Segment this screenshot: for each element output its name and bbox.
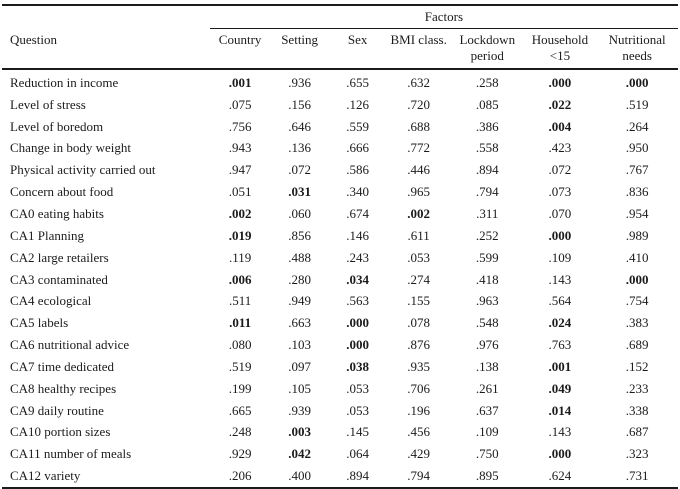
question-cell: CA10 portion sizes xyxy=(10,424,111,440)
question-cell: CA8 healthy recipes xyxy=(10,380,117,396)
p-value-cell: .943 xyxy=(228,140,252,156)
p-value-cell: .400 xyxy=(288,468,311,484)
p-value-cell: .663 xyxy=(288,315,311,331)
p-value-cell: .019 xyxy=(228,227,252,243)
table-row xyxy=(2,356,678,378)
p-value-cell: .109 xyxy=(475,424,499,440)
column-header-label: Household xyxy=(531,32,589,47)
column-header-label-line2: needs xyxy=(622,48,652,63)
p-value-cell: .072 xyxy=(288,162,311,178)
p-value-cell: .756 xyxy=(228,118,252,134)
p-value-cell: .794 xyxy=(475,184,499,200)
column-header-label-line2: period xyxy=(470,48,504,63)
p-value-cell: .763 xyxy=(548,337,572,353)
p-value-cell: .031 xyxy=(288,184,311,200)
p-value-cell: .949 xyxy=(288,293,311,309)
p-value-cell: .004 xyxy=(548,118,572,134)
p-value-cell: .248 xyxy=(228,424,252,440)
corner-empty-cell xyxy=(2,5,210,29)
p-value-cell: .688 xyxy=(407,118,431,134)
p-value-cell: .706 xyxy=(407,380,431,396)
p-value-cell: .000 xyxy=(548,227,572,243)
p-value-cell: .022 xyxy=(548,96,572,112)
column-header-sex xyxy=(329,29,387,70)
p-value-cell: .206 xyxy=(228,468,252,484)
p-value-cell: .665 xyxy=(228,402,252,418)
p-value-cell: .599 xyxy=(475,249,499,265)
p-value-cell: .836 xyxy=(625,184,649,200)
table-row xyxy=(2,400,678,422)
question-cell: CA9 daily routine xyxy=(10,402,104,418)
question-cell: Physical activity carried out xyxy=(10,162,156,178)
p-value-cell: .053 xyxy=(346,402,370,418)
column-header-label-line2: <15 xyxy=(549,48,571,63)
p-value-cell: .947 xyxy=(228,162,252,178)
p-value-cell: .950 xyxy=(625,140,649,156)
p-value-cell: .064 xyxy=(346,446,370,462)
p-value-cell: .894 xyxy=(346,468,370,484)
p-value-cell: .243 xyxy=(346,249,370,265)
p-value-cell: .000 xyxy=(346,315,370,331)
p-value-cell: .340 xyxy=(346,184,370,200)
p-value-cell: .519 xyxy=(228,358,252,374)
p-value-cell: .014 xyxy=(548,402,572,418)
p-value-cell: .145 xyxy=(346,424,370,440)
table-row xyxy=(2,69,678,94)
p-value-cell: .146 xyxy=(346,227,370,243)
p-value-cell: .876 xyxy=(407,337,431,353)
p-value-cell: .655 xyxy=(346,74,370,90)
p-value-cell: .976 xyxy=(475,337,499,353)
question-cell: CA4 ecological xyxy=(10,293,92,309)
column-header-question: Question xyxy=(10,31,57,47)
column-header-label: BMI class. xyxy=(390,32,447,47)
p-value-cell: .152 xyxy=(625,358,649,374)
table-row xyxy=(2,159,678,181)
question-cell: CA6 nutritional advice xyxy=(10,337,130,353)
table-row xyxy=(2,116,678,138)
table-header xyxy=(2,5,678,69)
table-row xyxy=(2,181,678,203)
p-value-cell: .001 xyxy=(228,74,252,90)
question-cell: CA3 contaminated xyxy=(10,271,108,287)
table-row xyxy=(2,290,678,312)
p-value-cell: .252 xyxy=(475,227,499,243)
p-value-cell: .143 xyxy=(548,271,572,287)
column-header-label: Sex xyxy=(347,32,368,47)
p-value-cell: .423 xyxy=(548,140,572,156)
p-value-cell: .060 xyxy=(288,205,311,221)
table-row xyxy=(2,203,678,225)
p-value-cell: .611 xyxy=(407,227,430,243)
column-header-label: Setting xyxy=(281,32,319,47)
p-value-cell: .038 xyxy=(346,358,370,374)
p-value-cell: .001 xyxy=(548,358,572,374)
p-value-cell: .070 xyxy=(548,205,572,221)
table-row xyxy=(2,225,678,247)
column-header-label: Lockdown xyxy=(459,32,516,47)
p-value-cell: .954 xyxy=(625,205,649,221)
p-value-cell: .936 xyxy=(288,74,311,90)
p-value-cell: .097 xyxy=(288,358,311,374)
p-value-cell: .011 xyxy=(229,315,252,331)
p-value-cell: .935 xyxy=(407,358,431,374)
p-value-cell: .042 xyxy=(288,446,311,462)
table-row xyxy=(2,378,678,400)
p-value-cell: .720 xyxy=(407,96,431,112)
table-row xyxy=(2,138,678,160)
p-value-cell: .085 xyxy=(475,96,499,112)
p-value-table xyxy=(2,4,678,489)
column-header-label: Country xyxy=(218,32,262,47)
p-value-cell: .073 xyxy=(548,184,572,200)
p-value-cell: .586 xyxy=(346,162,370,178)
p-value-cell: .078 xyxy=(407,315,431,331)
p-value-cell: .559 xyxy=(346,118,370,134)
question-cell: CA5 labels xyxy=(10,315,69,331)
p-value-cell: .261 xyxy=(475,380,499,396)
p-value-cell: .053 xyxy=(407,249,431,265)
table-row xyxy=(2,269,678,291)
p-value-cell: .963 xyxy=(475,293,499,309)
question-cell: CA11 number of meals xyxy=(10,446,132,462)
table-body xyxy=(2,69,678,488)
p-value-cell: .488 xyxy=(288,249,311,265)
p-value-cell: .558 xyxy=(475,140,499,156)
p-value-cell: .856 xyxy=(288,227,311,243)
table-row xyxy=(2,422,678,444)
p-value-cell: .002 xyxy=(407,205,431,221)
p-value-cell: .053 xyxy=(346,380,370,396)
question-cell: CA12 variety xyxy=(10,468,81,484)
p-value-cell: .126 xyxy=(346,96,370,112)
question-cell: Level of boredom xyxy=(10,118,104,134)
p-value-cell: .233 xyxy=(625,380,649,396)
p-value-cell: .674 xyxy=(346,205,370,221)
p-value-cell: .965 xyxy=(407,184,431,200)
p-value-cell: .000 xyxy=(625,271,649,287)
question-cell: Concern about food xyxy=(10,184,114,200)
p-value-cell: .311 xyxy=(476,205,499,221)
p-value-cell: .075 xyxy=(228,96,252,112)
p-value-cell: .511 xyxy=(228,293,252,309)
p-value-cell: .750 xyxy=(475,446,499,462)
p-value-cell: .895 xyxy=(475,468,499,484)
table-row xyxy=(2,443,678,465)
p-value-cell: .003 xyxy=(288,424,311,440)
p-value-cell: .323 xyxy=(625,446,649,462)
p-value-cell: .024 xyxy=(548,315,572,331)
p-value-cell: .109 xyxy=(548,249,572,265)
p-value-cell: .264 xyxy=(625,118,649,134)
p-value-cell: .767 xyxy=(625,162,649,178)
question-cell: Level of stress xyxy=(10,96,86,112)
p-value-cell: .143 xyxy=(548,424,572,440)
p-value-cell: .456 xyxy=(407,424,431,440)
p-value-cell: .156 xyxy=(288,96,311,112)
p-value-cell: .000 xyxy=(346,337,370,353)
p-value-cell: .000 xyxy=(625,74,649,90)
p-value-cell: .939 xyxy=(288,402,311,418)
p-value-cell: .563 xyxy=(346,293,370,309)
p-value-cell: .138 xyxy=(475,358,499,374)
question-cell: CA2 large retailers xyxy=(10,249,109,265)
p-value-cell: .446 xyxy=(407,162,431,178)
p-value-cell: .894 xyxy=(475,162,499,178)
p-value-cell: .564 xyxy=(548,293,572,309)
p-value-cell: .666 xyxy=(346,140,370,156)
p-value-cell: .637 xyxy=(475,402,499,418)
column-header-country xyxy=(210,29,271,70)
p-value-cell: .418 xyxy=(475,271,499,287)
p-value-cell: .519 xyxy=(625,96,649,112)
p-value-cell: .274 xyxy=(407,271,431,287)
p-value-cell: .383 xyxy=(625,315,649,331)
p-value-cell: .794 xyxy=(407,468,431,484)
column-header-household-under-15 xyxy=(524,29,597,70)
p-value-cell: .410 xyxy=(625,249,649,265)
p-value-cell: .000 xyxy=(548,446,572,462)
table-row xyxy=(2,312,678,334)
p-value-cell: .136 xyxy=(288,140,311,156)
question-cell: Reduction in income xyxy=(10,74,119,90)
question-cell: CA0 eating habits xyxy=(10,205,104,221)
p-value-cell: .754 xyxy=(625,293,649,309)
question-cell: Change in body weight xyxy=(10,140,131,156)
p-value-cell: .646 xyxy=(288,118,311,134)
p-value-cell: .687 xyxy=(625,424,649,440)
p-value-cell: .772 xyxy=(407,140,431,156)
p-value-cell: .624 xyxy=(548,468,572,484)
question-cell: CA1 Planning xyxy=(10,227,85,243)
p-value-cell: .105 xyxy=(288,380,311,396)
p-value-cell: .051 xyxy=(228,184,252,200)
p-value-cell: .006 xyxy=(228,271,252,287)
p-value-cell: .429 xyxy=(407,446,431,462)
column-header-row xyxy=(2,29,678,70)
p-value-cell: .080 xyxy=(228,337,252,353)
p-value-cell: .258 xyxy=(475,74,499,90)
p-value-cell: .689 xyxy=(625,337,649,353)
p-value-cell: .034 xyxy=(346,271,370,287)
table-row xyxy=(2,334,678,356)
p-value-cell: .103 xyxy=(288,337,311,353)
p-value-cell: .072 xyxy=(548,162,572,178)
p-value-cell: .196 xyxy=(407,402,431,418)
p-value-cell: .000 xyxy=(548,74,572,90)
column-header-nutritional-needs xyxy=(596,29,678,70)
p-value-cell: .155 xyxy=(407,293,431,309)
p-value-cell: .338 xyxy=(625,402,649,418)
p-value-cell: .386 xyxy=(475,118,499,134)
table-row xyxy=(2,94,678,116)
p-value-cell: .929 xyxy=(228,446,252,462)
p-value-cell: .632 xyxy=(407,74,431,90)
column-header-setting xyxy=(270,29,329,70)
table-row xyxy=(2,247,678,269)
question-cell: CA7 time dedicated xyxy=(10,358,114,374)
factors-header-row xyxy=(2,5,678,29)
factors-group-header: Factors xyxy=(210,5,678,29)
p-value-cell: .199 xyxy=(228,380,252,396)
p-value-cell: .049 xyxy=(548,380,572,396)
column-header-bmi-class xyxy=(386,29,451,70)
p-value-cell: .548 xyxy=(475,315,499,331)
column-header-label: Nutritional xyxy=(608,32,666,47)
column-header-lockdown-period xyxy=(451,29,524,70)
p-value-cell: .002 xyxy=(228,205,252,221)
p-value-cell: .119 xyxy=(228,249,252,265)
p-value-cell: .989 xyxy=(625,227,649,243)
p-value-cell: .731 xyxy=(625,468,649,484)
p-value-cell: .280 xyxy=(288,271,311,287)
